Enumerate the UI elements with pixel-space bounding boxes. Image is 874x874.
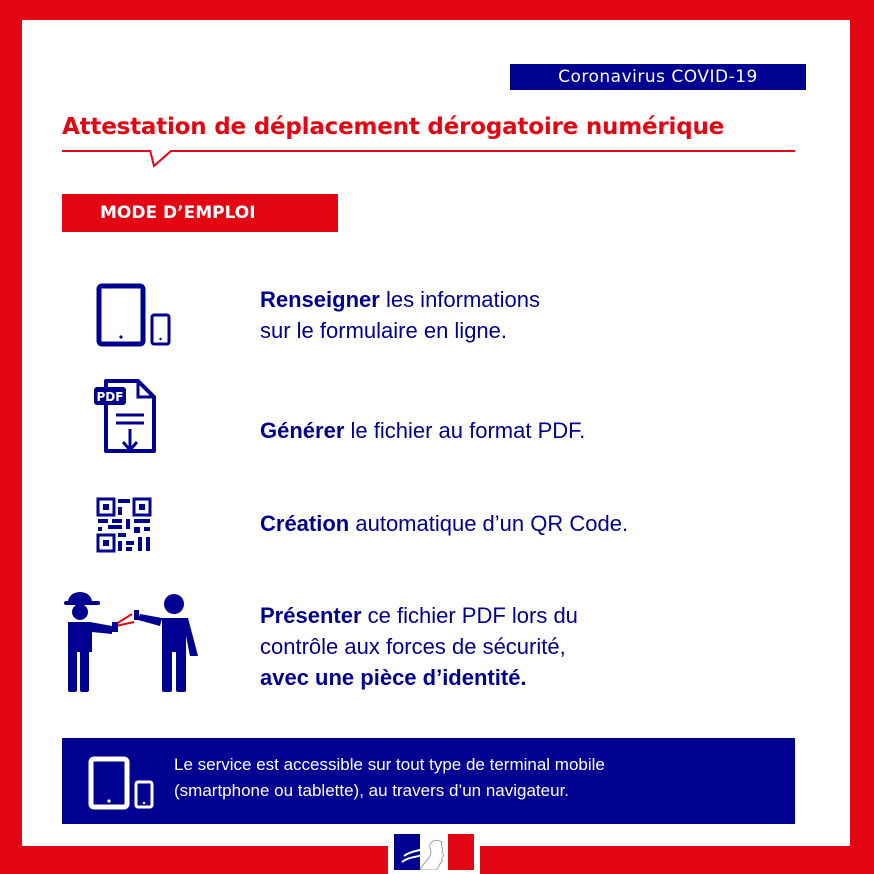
step-bold: Générer [260, 418, 345, 443]
step-text-line2: contrôle aux forces de sécurité, [260, 634, 566, 659]
pdf-download-icon [92, 377, 160, 455]
step-creation [260, 508, 628, 539]
step-generer [260, 415, 585, 446]
info-banner [62, 738, 795, 824]
banner-text [174, 752, 784, 804]
step-text-line2: sur le formulaire en ligne. [260, 318, 508, 343]
mode-label: MODE D’EMPLOI [62, 194, 338, 232]
step-text: le fichier au format PDF. [344, 418, 586, 443]
step-bold: Création [260, 511, 350, 536]
step-text: les informations [379, 287, 541, 312]
police-check-icon [62, 592, 202, 694]
banner-line2: (smartphone ou tablette), au travers d’un navigateur. [174, 781, 570, 800]
step-text-line3: avec une pièce d’identité. [260, 665, 527, 690]
step-bold: Présenter [260, 603, 362, 628]
step-bold: Renseigner [260, 287, 380, 312]
tablet-phone-icon [88, 756, 156, 810]
marianne-logo-icon [388, 828, 480, 874]
step-text: automatique d’un QR Code. [349, 511, 629, 536]
step-presenter [260, 600, 578, 693]
covid-tag: Coronavirus COVID-19 [510, 64, 806, 90]
tablet-phone-icon [96, 283, 172, 347]
speech-tail-icon [148, 150, 174, 168]
page-title: Attestation de déplacement dérogatoire numérique [62, 114, 725, 140]
banner-line1: Le service est accessible sur tout type de terminal mobile [174, 755, 605, 774]
qr-code-icon [96, 497, 152, 553]
pdf-label: PDF [96, 390, 124, 404]
step-text: ce fichier PDF lors du [361, 603, 578, 628]
step-renseigner [260, 284, 540, 346]
